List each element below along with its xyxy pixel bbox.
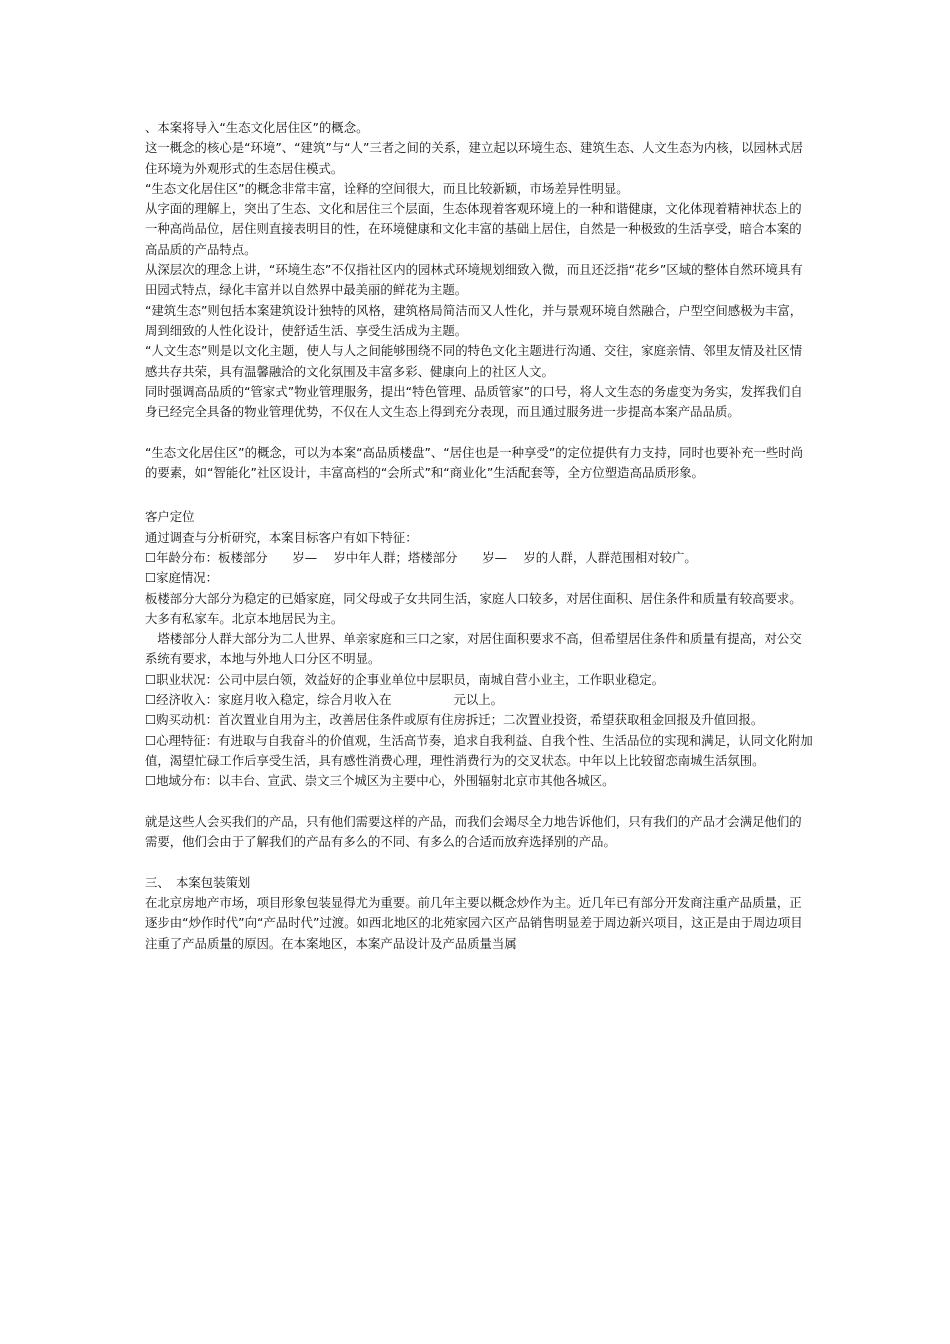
paragraph-property-service: 同时强调高品质的“管家式”物业管理服务，提出“特色管理、品质管家”的口号，将人文生态的务虚变为务实，发挥我们自身已经完全具备的物业管理优势，不仅在人文生态上得到充分表现，而且通过服务进一步提高本案产品品质。: [145, 383, 803, 420]
list-item-psychology: ☐心理特征：有进取与自我奋斗的价值观，生活高节奏，追求自我利益、自我个性、生活品位的实现和满足，认同文化附加值，渴望忙碌工作后享受生活，具有感性消费心理，理性消费行为的交叉状态。中年以上比较留恋南城生活氛围。: [145, 732, 813, 768]
paragraph-concept-rich: “生态文化居住区”的概念非常丰富，诠释的空间很大，而且比较新颖，市场差异性明显。: [145, 180, 629, 196]
paragraph-literal-meaning: 从字面的理解上，突出了生态、文化和居住三个层面，生态体现着客观环境上的一种和谐健康，文化体现着精神状态上的一种高尚品位，居住则直接表明目的性，在环境健康和文化丰富的基础上居住，自然是一种极致的生活享受，暗合本案的高品质的产品特点。: [145, 201, 802, 257]
section-heading-customer-positioning: 客户定位: [145, 509, 195, 525]
list-item-motivation: ☐购买动机：首次置业自用为主，改善居住条件或原有住房拆迁；二次置业投资，希望获取租金回报及升值回报。: [145, 712, 764, 728]
list-item-occupation: ☐职业状况：公司中层白领，效益好的企事业单位中层职员，南城自营小业主，工作职业稳定。: [145, 671, 665, 687]
paragraph-building-ecology: “建筑生态”则包括本案建筑设计独特的风格，建筑格局简洁而又人性化，并与景观环境自然融合，户型空间感极为丰富，周到细致的人性化设计，使舒适生活、享受生活成为主题。: [145, 302, 803, 338]
list-item-income: ☐经济收入：家庭月收入稳定，综合月收入在 元以上。: [145, 692, 504, 708]
paragraph-concept-intro: 、本案将导入“生态文化居住区”的概念。: [145, 120, 369, 135]
list-item-family: ☐家庭情况：: [145, 570, 219, 586]
paragraph-concept-core: 这一概念的核心是“环境”、“建筑”与“人”三者之间的关系，建立起以环境生态、建筑生态、人文生态为内核，以园林式居住环境为外观形式的生态居住模式。: [145, 140, 804, 176]
section-heading-packaging: 三、 本案包装策划: [145, 874, 251, 890]
paragraph-target-summary: 就是这些人会买我们的产品，只有他们需要这样的产品，而我们会竭尽全力地告诉他们，只有我们的产品才会满足他们的需要，他们会由于了解我们的产品有多么的不同、有多么的合适而放弃选择别的产品。: [145, 813, 802, 850]
paragraph-tower-family: 塔楼部分人群大部分为二人世界、单亲家庭和三口之家，对居住面积要求不高，但希望居住条件和质量有提高，对公交系统有要求，本地与外地人口分区不明显。: [145, 631, 802, 667]
list-item-age: ☐年龄分布：板楼部分 岁— 岁中年人群；塔楼部分 岁— 岁的人群，人群范围相对较广。: [145, 549, 697, 565]
spacer: [145, 792, 813, 812]
spacer: [145, 852, 813, 872]
paragraph-environment-ecology: 从深层次的理念上讲，“环境生态”不仅指社区内的园林式环境规划细致入微，而且还泛指“花乡”区域的整体自然环境具有田园式特点，绿化丰富并以自然界中最美丽的鲜花为主题。: [145, 262, 803, 298]
paragraph-positioning-support: “生态文化居住区”的概念，可以为本案“高品质楼盘”、“居住也是一种享受”的定位提供有力支持，同时也要补充一些时尚的要素，如“智能化”社区设计，丰富高档的“会所式”和“商业化”生活配套等，全方位塑造高品质形象。: [145, 444, 804, 481]
list-item-region: ☐地域分布：以丰台、宣武、崇文三个城区为主要中心，外围辐射北京市其他各城区。: [145, 773, 615, 789]
paragraph-humanity-ecology: “人文生态”则是以文化主题，使人与人之间能够围绕不同的特色文化主题进行沟通、交往，家庭亲情、邻里友情及社区情感共存共荣，具有温馨融洽的文化氛围及丰富多彩、健康向上的社区人文。: [145, 343, 803, 379]
paragraph-survey-intro: 通过调查与分析研究，本案目标客户有如下特征：: [145, 529, 418, 545]
spacer: [145, 422, 813, 442]
spacer: [145, 483, 813, 507]
paragraph-packaging-market: 在北京房地产市场，项目形象包装显得尤为重要。前几年主要以概念炒作为主。近几年已有部分开发商注重产品质量，正逐步由“炒作时代”向“产品时代”过渡。如西北地区的北苑家园六区产品销售明显差于周边新兴项目，这正是由于周边项目注重了产品质量的原因。在本案地区，本案产品设计及产品质量当属: [145, 894, 803, 951]
document-body: [145, 118, 813, 954]
paragraph-slab-family: 板楼部分大部分为稳定的已婚家庭，同父母或子女共同生活，家庭人口较多，对居住面积、居住条件和质量有较高要求。大多有私家车。北京本地居民为主。: [145, 590, 802, 626]
